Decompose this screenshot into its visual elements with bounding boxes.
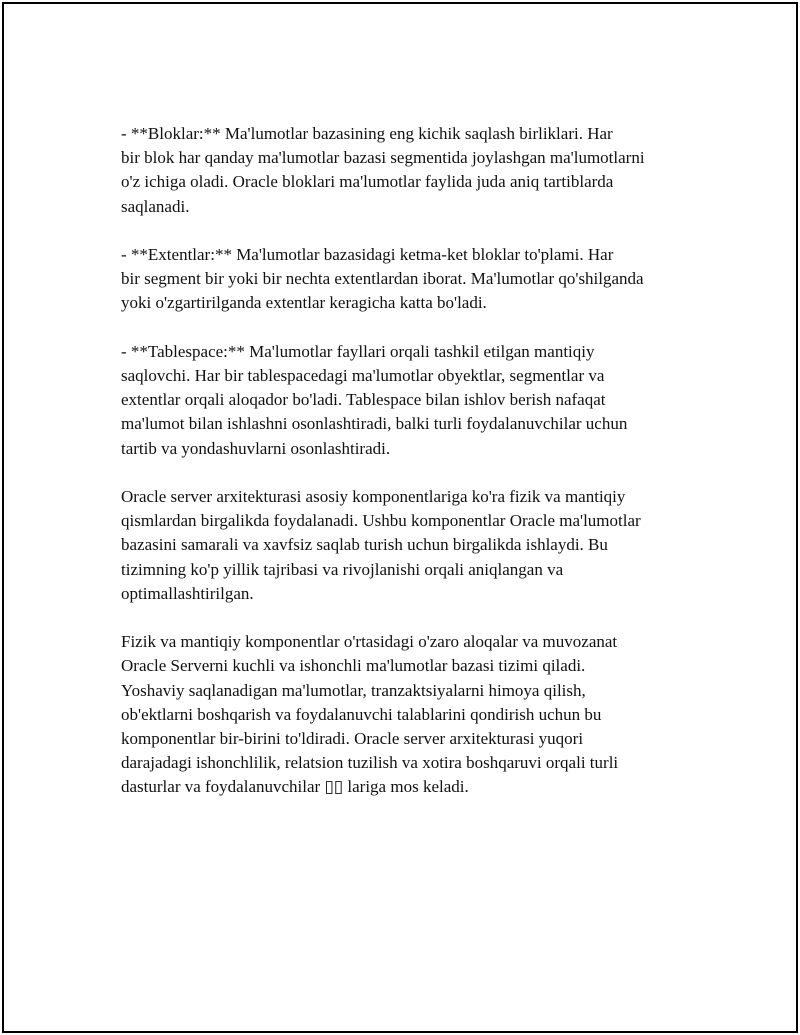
paragraph-extentlar: - **Extentlar:** Ma'lumotlar bazasidagi ketma-ket bloklar to'plami. Har bir segment bir yoki bir nechta extentlardan iborat. Ma'lumotlar qo'shilganda yoki o'zgartirilganda extentlar keragicha katta bo'ladi.	[121, 245, 644, 313]
paragraph-components: Fizik va mantiqiy komponentlar o'rtasidagi o'zaro aloqalar va muvozanat Oracle Serverni kuchli va ishonchli ma'lumotlar bazasi tizimi qiladi. Yoshaviy saqlanadigan ma'lumotlar, tranzaktsiyalarni himoya qilish, ob'ektlarni boshqarish va foydalanuvchi talablarini qondirish uchun bu komponentlar bir-birini to'ldiradi. Oracle server arxitekturasi yuqori darajadagi ishonchlilik, relatsion tuzilish va xotira boshqaruvi orqali turli dasturlar va foydalanuvchilar ▯▯ lariga mos keladi.	[121, 632, 619, 797]
document-page	[2, 2, 798, 1033]
paragraph-tablespace: - **Tablespace:** Ma'lumotlar fayllari orqali tashkil etilgan mantiqiy saqlovchi. Har bir tablespacedagi ma'lumotlar obyektlar, segmentlar va extentlar orqali aloqador bo'ladi. Tablespace bilan ishlov berish nafaqat ma'lumot bilan ishlashni osonlashtiradi, balki turli foydalanuvchilar uchun tartib va yondashuvlarni osonlashtiradi.	[121, 341, 628, 458]
document-body	[121, 122, 701, 824]
paragraph-bloklar: - **Bloklar:** Ma'lumotlar bazasining eng kichik saqlash birliklari. Har bir blok har qanday ma'lumotlar bazasi segmentida joylashgan ma'lumotlarni o'z ichiga oladi. Oracle bloklari ma'lumotlar faylida juda aniq tartiblarda saqlanadi.	[121, 124, 645, 216]
paragraph-architecture: Oracle server arxitekturasi asosiy komponentlariga ko'ra fizik va mantiqiy qismlardan birgalikda foydalanadi. Ushbu komponentlar Oracle ma'lumotlar bazasini samarali va xavfsiz saqlab turish uchun birgalikda ishlaydi. Bu tizimning ko'p yillik tajribasi va rivojlanishi orqali aniqlangan va optimallashtirilgan.	[121, 487, 641, 603]
